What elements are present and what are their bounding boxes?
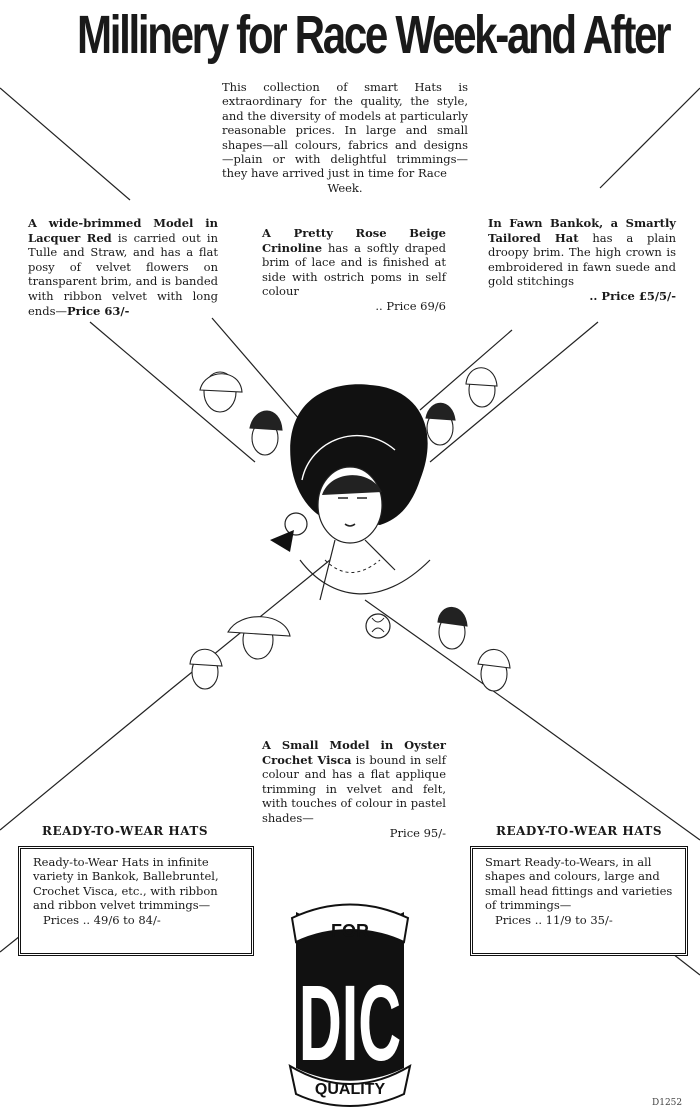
model-price: Price 63/- [66, 303, 130, 318]
model-lead: In Fawn Bankok, a Smartly Tailored Hat [488, 216, 676, 245]
advert-code: D1252 [652, 1098, 683, 1108]
model-lead: A wide-brimmed Model in Lacquer Red [28, 216, 218, 245]
headline: Millinery for Race Week-and After [77, 5, 670, 65]
ready-to-wear-prices: Prices .. 11/9 to 35/- [495, 912, 613, 927]
model-text: is carried out in Tulle and Straw, and has a flat posy of velvet flowers on transparent brim, and is banded with ribbon velvet with long ends— [28, 230, 219, 318]
logo-quality: QUALITY [314, 1081, 386, 1098]
model-price: .. Price 69/6 [375, 298, 446, 313]
model-text: has a plain droopy brim. The high crown is embroidered in fawn suede and gold stitchings [488, 230, 676, 289]
logo-for: FOR [331, 921, 369, 941]
ready-to-wear-heading-left: READY-TO-WEAR HATS [42, 824, 209, 838]
ready-to-wear-text: Smart Ready-to-Wears, in all shapes and colours, large and small head fittings and varieties of trimmings— [485, 855, 673, 913]
intro-body: This collection of smart Hats is extraordinary for the quality, the style, and the diversity of models at particularly reasonable prices. In large and small shapes—all colours, fabrics and designs —plain or with delightful trimmings— they have arrived just in time for Race [222, 80, 468, 181]
ready-to-wear-heading-right: READY-TO-WEAR HATS [496, 824, 663, 838]
model-lead: A Small Model in Oyster Crochet Visca [262, 738, 446, 767]
model-text: is bound in self colour and has a flat applique trimming in velvet and felt, with touches of colour in pastel shades— [262, 752, 446, 825]
intro-last-word: Week. [327, 180, 363, 195]
model-lead: A Pretty Rose Beige Crinoline [262, 226, 446, 255]
model-text: has a softly draped brim of lace and is finished at side with ostrich poms in self colour [262, 240, 447, 299]
model-price: Price 95/- [389, 825, 446, 840]
ready-to-wear-prices: Prices .. 49/6 to 84/- [43, 912, 161, 927]
model-price: .. Price £5/5/- [589, 288, 676, 303]
logo-dic: DIC [298, 963, 402, 1084]
ready-to-wear-text: Ready-to-Wear Hats in infinite variety in Bankok, Ballebruntel, Crochet Visca, etc., with ribbon and ribbon velvet trimmings— [33, 855, 219, 913]
